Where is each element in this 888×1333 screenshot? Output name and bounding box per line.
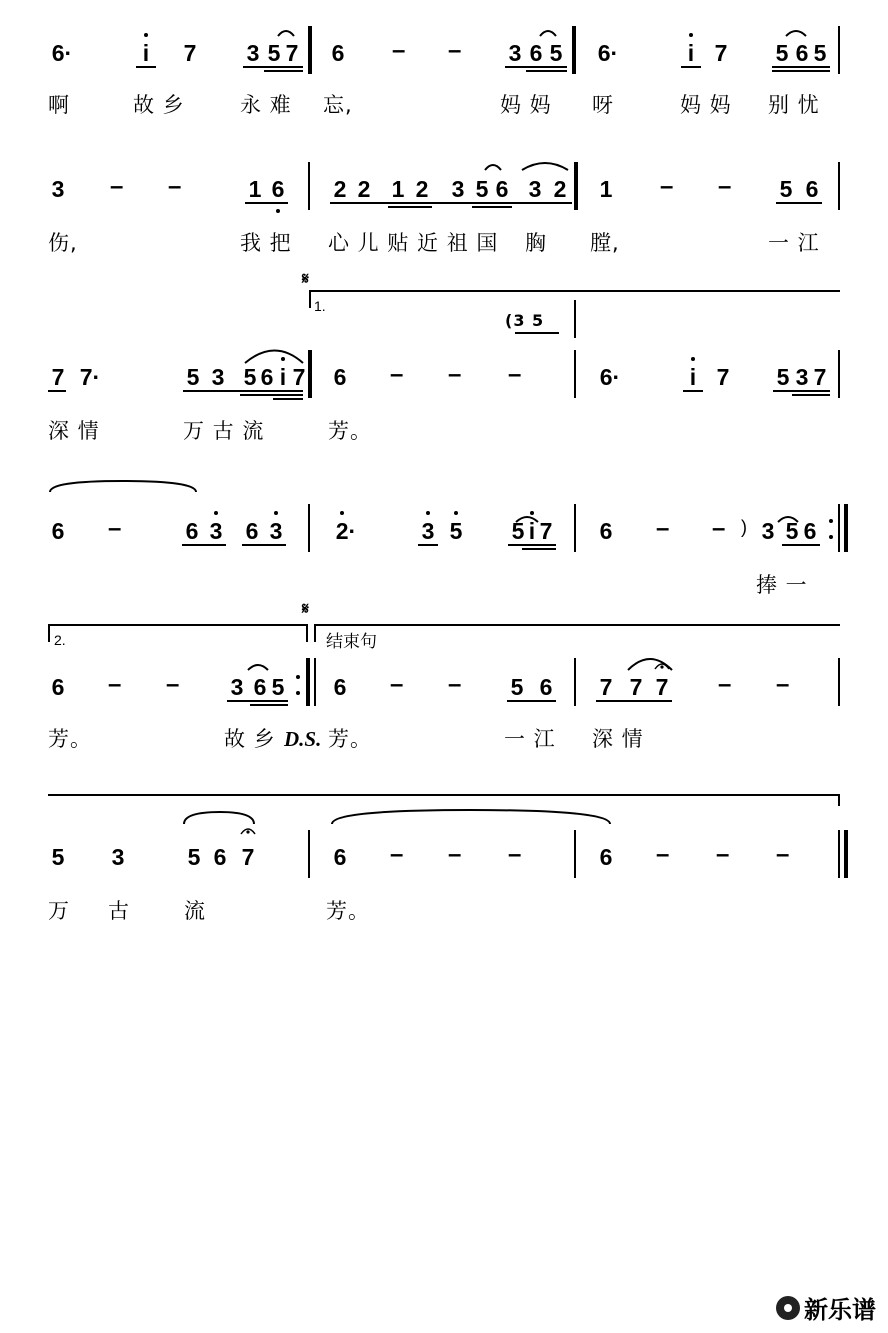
note: 6 [333,364,347,390]
high-dot [426,511,430,515]
note: 6 [333,844,347,870]
barline [838,162,840,210]
watermark-logo [776,1290,876,1325]
dash: – [168,173,182,200]
underline [522,548,556,550]
dash: – [390,841,404,868]
underline [264,70,303,72]
barline [838,350,840,398]
note: 5 [775,40,789,66]
barline [574,504,576,552]
high-dot [689,33,693,37]
high-dot [274,511,278,515]
lyric: 妈 妈 [500,93,552,117]
lyric: 深 情 [48,419,100,443]
lyric: 捧 一 [756,573,808,597]
dash: – [718,173,732,200]
dash: – [166,671,180,698]
note: 5 [511,518,525,544]
dash: – [508,361,522,388]
note: 3 [795,364,809,390]
underline [250,704,288,706]
final-barline-thick [844,830,848,878]
underline [772,70,830,72]
barline [308,26,312,74]
volta-1-bracket-edge [309,290,311,308]
repeat-dot [296,691,300,695]
watermark-text: 新乐谱 [804,1296,876,1324]
underline [240,394,303,396]
lyric: 别 忧 [768,93,820,117]
note: 6 [803,518,817,544]
note: 3 [51,176,65,202]
note: 6 [253,674,267,700]
note: 3 [528,176,542,202]
system-top-rule [48,794,840,796]
note: 6 [245,518,259,544]
note: i [528,518,536,544]
note: 7 [655,674,669,700]
underline [242,544,286,546]
lyric: 故 乡 [224,727,276,751]
volta-2-bracket [48,624,308,626]
note: 6 [529,40,543,66]
dash: – [448,841,462,868]
note: 6 [805,176,819,202]
dash: – [390,671,404,698]
high-dot [530,511,534,515]
volta-2-bracket-end [306,624,308,642]
note: 3 [246,40,260,66]
ds-marking: D.S. [284,727,322,751]
lyric: 啊 [48,93,70,117]
lyric: 万 古 流 [183,419,265,443]
barline [574,162,578,210]
dash: – [508,841,522,868]
note: 6 [51,518,65,544]
note: 5 [475,176,489,202]
note: 5 [776,364,790,390]
underline [683,390,703,392]
underline [526,70,567,72]
note: 7 [285,40,299,66]
underline [773,390,830,392]
note: 5 [267,40,281,66]
note: 7 [716,364,730,390]
underline [136,66,156,68]
note: 2 [553,176,567,202]
barline-thick [306,658,310,706]
note: 2· [335,518,357,544]
lyric: 胸 [525,231,547,255]
barline [308,350,312,398]
dash: – [448,361,462,388]
note: 6 [271,176,285,202]
note: 7 [241,844,255,870]
barline [308,830,310,878]
volta-1-label: 1. [314,298,326,314]
intro-notes: (3 5 [505,311,545,330]
note: 2 [357,176,371,202]
dash: – [392,37,406,64]
note: 6 [331,40,345,66]
dash: – [716,841,730,868]
note: 7 [629,674,643,700]
note: i [689,364,697,390]
barline [838,504,840,552]
note: 5 [779,176,793,202]
dash: – [108,671,122,698]
coda-bracket-edge [314,624,316,642]
dash: – [108,515,122,542]
note: 3 [209,518,223,544]
high-dot [144,33,148,37]
note: 3 [269,518,283,544]
note: i [687,40,695,66]
volta-1-bracket [309,290,840,292]
lyric: 忘, [323,93,353,117]
coda-bracket [314,624,840,626]
dash: – [712,515,726,542]
note: 7 [539,518,553,544]
note: 6 [260,364,274,390]
lyric: 芳。 [326,899,370,923]
barline [838,26,840,74]
underline [792,394,830,396]
high-dot [340,511,344,515]
low-dot [276,209,280,213]
note: 5 [449,518,463,544]
coda-label: 结束句 [326,632,377,651]
underline [227,700,288,702]
note: 5 [186,364,200,390]
note: 6 [185,518,199,544]
dash: – [390,361,404,388]
dash: – [718,671,732,698]
lyric: 心 儿 贴 近 祖 国 [328,231,499,255]
dash: – [776,841,790,868]
lyric: 永 难 [240,93,292,117]
underline [596,700,672,702]
barline [574,350,576,398]
barline [574,830,576,878]
underline [183,390,303,392]
repeat-dot [296,675,300,679]
lyric: 流 [184,899,206,923]
dash: – [660,173,674,200]
segno-mark: 𝄋 [302,269,309,288]
note: 5 [549,40,563,66]
segno-mark: 𝄋 [302,599,309,618]
barline [572,26,576,74]
volta-2-label: 2. [54,632,66,648]
note: 6 [599,844,613,870]
lyric: 古 [108,899,130,923]
high-dot [214,511,218,515]
note: i [142,40,150,66]
note: 5 [51,844,65,870]
dash: – [448,37,462,64]
lyric: 芳。 [328,419,372,443]
note: 6 [599,518,613,544]
closing-paren: ) [741,517,747,537]
note: 7 [292,364,306,390]
lyric: 一 江 [504,727,556,751]
note: 7 [813,364,827,390]
note: 7 [714,40,728,66]
underline [681,66,701,68]
barline [838,658,840,706]
barline [574,300,576,338]
system-top-rule-end [838,794,840,806]
underline [772,66,830,68]
note: 7 [51,364,65,390]
note: 6 [51,674,65,700]
note: 1 [599,176,613,202]
barline [308,504,310,552]
note: 2 [333,176,347,202]
underline [48,390,66,392]
lyric: 伤, [48,231,78,255]
note: 3 [451,176,465,202]
underline [515,332,559,334]
underline [330,202,572,204]
note: 3 [111,844,125,870]
underline [508,544,556,546]
underline [388,206,432,208]
lyric: 深 情 [592,727,644,751]
note: 6 [213,844,227,870]
underline [472,206,512,208]
lyric: 芳。 [328,727,372,751]
lyric: 故 乡 [133,93,185,117]
note: 7 [183,40,197,66]
underline [245,202,288,204]
barline [308,162,310,210]
note: 6 [495,176,509,202]
note: 7 [599,674,613,700]
underline [507,700,556,702]
record-icon [776,1296,800,1320]
volta-2-bracket-edge [48,624,50,642]
underline [182,544,226,546]
high-dot [691,357,695,361]
note: 5 [187,844,201,870]
note: 6· [599,364,621,390]
repeat-dot [829,519,833,523]
dash: – [656,515,670,542]
barline-thick [844,504,848,552]
note: 3 [421,518,435,544]
underline [243,66,303,68]
note: 6· [597,40,619,66]
lyric: 芳。 [48,727,92,751]
note: i [279,364,287,390]
note: 3 [508,40,522,66]
lyric: 妈 妈 [680,93,732,117]
repeat-dot [829,535,833,539]
note: 7· [79,364,101,390]
note: 5 [813,40,827,66]
note: 3 [761,518,775,544]
dash: – [110,173,124,200]
final-barline-thin [838,830,840,878]
note: 1 [391,176,405,202]
note: 3 [211,364,225,390]
note: 3 [230,674,244,700]
underline [782,544,820,546]
note: 5 [785,518,799,544]
underline [505,66,567,68]
dash: – [776,671,790,698]
note: 1 [248,176,262,202]
note: 6· [51,40,73,66]
underline [776,202,822,204]
barline [314,658,316,706]
note: 2 [415,176,429,202]
lyric: 一 江 [768,231,820,255]
note: 5 [271,674,285,700]
high-dot [281,357,285,361]
lyric: 呀 [592,93,614,117]
lyric: 膛, [590,231,620,255]
lyric: 万 [48,899,70,923]
barline [574,658,576,706]
note: 6 [795,40,809,66]
dash: – [656,841,670,868]
high-dot [454,511,458,515]
note: 6 [539,674,553,700]
dash: – [448,671,462,698]
lyric: 我 把 [240,231,292,255]
underline [418,544,438,546]
note: 5 [510,674,524,700]
note: 5 [243,364,257,390]
underline [273,398,303,400]
note: 6 [333,674,347,700]
